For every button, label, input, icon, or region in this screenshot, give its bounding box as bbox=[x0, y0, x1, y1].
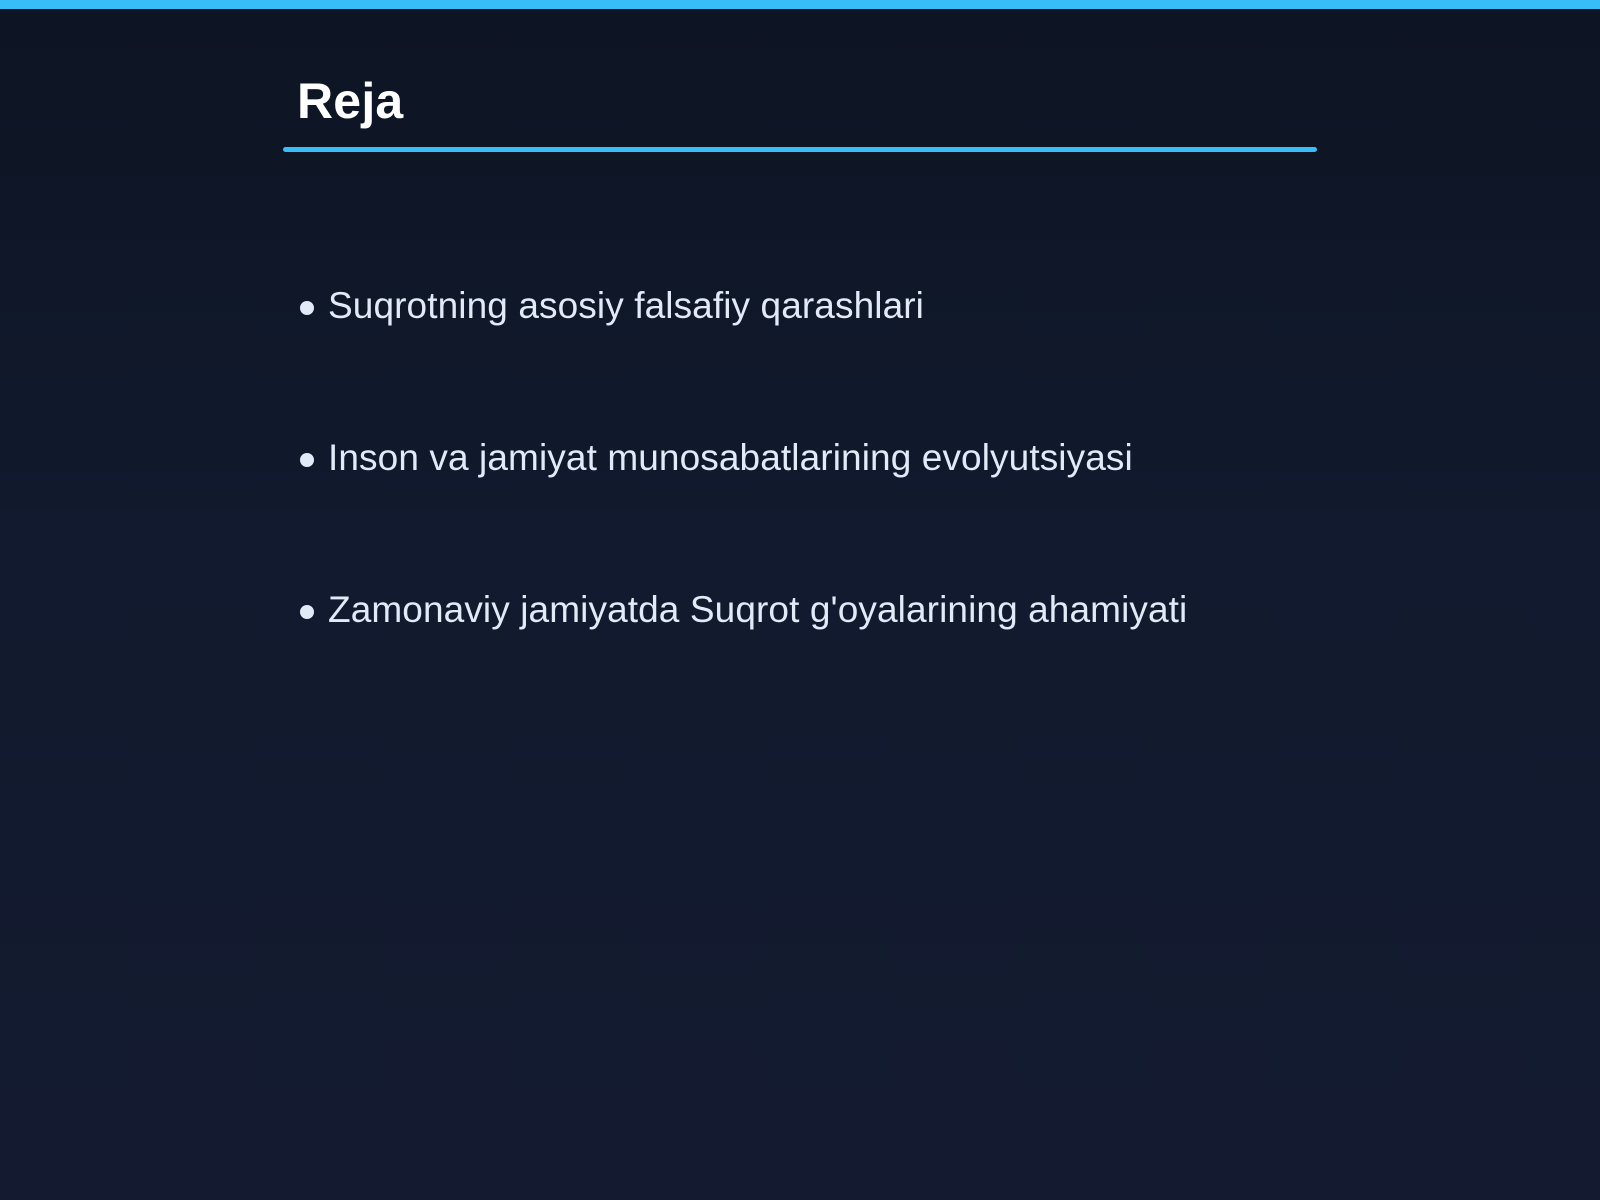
list-item-label: Inson va jamiyat munosabatlarining evolyutsiyasi bbox=[328, 437, 1133, 478]
bullet-icon bbox=[300, 605, 314, 619]
list-item-label: Zamonaviy jamiyatda Suqrot g'oyalarining ahamiyati bbox=[328, 589, 1188, 630]
list-item bbox=[300, 576, 1420, 644]
list-item bbox=[300, 424, 1420, 492]
agenda-list bbox=[300, 272, 1420, 728]
title-underline bbox=[283, 147, 1317, 152]
list-item-label: Suqrotning asosiy falsafiy qarashlari bbox=[328, 285, 925, 326]
top-accent-bar bbox=[0, 0, 1600, 9]
bullet-icon bbox=[300, 301, 314, 315]
slide-title: Reja bbox=[297, 73, 404, 129]
bullet-icon bbox=[300, 453, 314, 467]
list-item bbox=[300, 272, 1420, 340]
